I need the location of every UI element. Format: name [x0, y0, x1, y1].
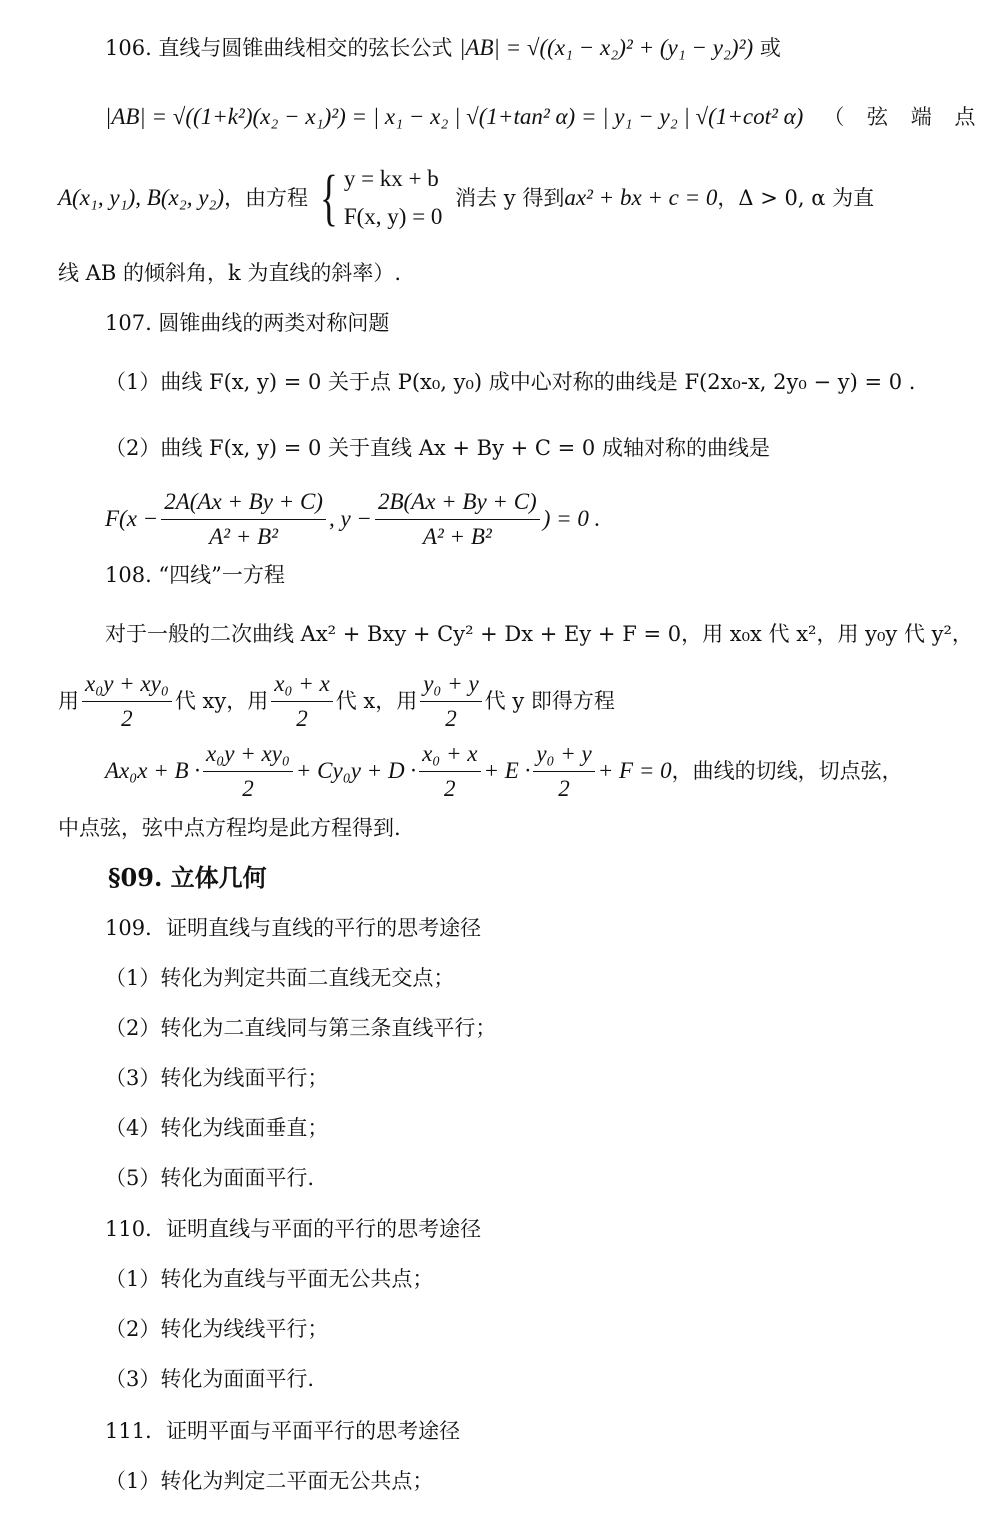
- numerator: 2A(Ax + By + C): [161, 485, 326, 520]
- or-text: 或: [759, 36, 781, 60]
- denominator: 2: [558, 775, 570, 801]
- item-106-heading: [105, 33, 781, 63]
- chord-length-formula: |AB| = √((x₁ − x₂)² + (y₁ − y₂)²): [459, 35, 754, 60]
- text: ，曲线的切线，切点弦，: [671, 759, 903, 783]
- denominator: A² + B²: [422, 523, 492, 549]
- fraction: [82, 667, 172, 736]
- item-108-title: 108. “四线”一方程: [105, 563, 285, 587]
- item-109-title: 109．证明直线与直线的平行的思考途径: [105, 916, 482, 940]
- denominator: 2: [121, 705, 133, 731]
- paren-text: （ 弦 端 点: [823, 105, 984, 129]
- numerator: x₀ + x: [419, 737, 480, 772]
- text: 代 y 即得方程: [484, 689, 615, 713]
- list-item: （3）转化为线面平行；: [105, 1066, 329, 1090]
- condition-text: ，Δ > 0, α 为直: [717, 186, 875, 210]
- numerator: x₀ + x: [271, 667, 332, 702]
- formula-part: ) = 0 .: [542, 506, 601, 531]
- brace-icon: {: [320, 164, 338, 232]
- item-108-line2: [58, 668, 615, 734]
- denominator: 2: [445, 705, 457, 731]
- numerator: x₀y + xy₀: [203, 737, 293, 772]
- equation-system: [314, 160, 442, 236]
- item-108-line1: 对于一般的二次曲线 Ax² + Bxy + Cy² + Dx + Ey + F = 0，用 x₀x 代 x²，用 y₀y 代 y²，: [105, 622, 973, 646]
- item-106-title: 106. 直线与圆锥曲线相交的弦长公式: [105, 36, 453, 60]
- text: 代 x，用: [335, 689, 418, 713]
- fraction: [203, 737, 293, 806]
- item-106-end: 线 AB 的倾斜角，k 为直线的斜率）.: [58, 261, 402, 285]
- chord-length-formula-2: |AB| = √((1+k²)(x₂ − x₁)²) = | x₁ − x₂ | √(1+tan² α) = | y₁ − y₂ | √(1+cot² α): [105, 104, 804, 129]
- list-item: （5）转化为面面平行.: [105, 1166, 315, 1190]
- formula-part: , y −: [328, 506, 372, 531]
- item-111-title: 111．证明平面与平面平行的思考途径: [105, 1419, 461, 1443]
- section-heading: §09. 立体几何: [108, 863, 267, 892]
- formula-part: Ax₀x + B ·: [105, 758, 201, 783]
- list-item: （3）转化为面面平行.: [105, 1367, 315, 1391]
- list-item: （1）转化为直线与平面无公共点；: [105, 1267, 434, 1291]
- formula-part: + Cy₀y + D ·: [295, 758, 417, 783]
- by-equation-text: ，由方程: [224, 186, 309, 210]
- item-110-title: 110．证明直线与平面的平行的思考途径: [105, 1217, 482, 1241]
- quadratic: ax² + bx + c = 0: [564, 185, 718, 210]
- list-item: （1）转化为判定共面二直线无交点；: [105, 966, 455, 990]
- four-line-equation: [105, 738, 903, 804]
- numerator: x₀y + xy₀: [82, 667, 172, 702]
- item-107-2: （2）曲线 F(x, y) = 0 关于直线 Ax + By + C = 0 成轴对称的曲线是: [105, 436, 770, 460]
- list-item: （4）转化为线面垂直；: [105, 1116, 329, 1140]
- fraction: [420, 667, 481, 736]
- formula-part: F(x −: [105, 506, 159, 531]
- axial-symmetry-formula: [105, 485, 600, 553]
- numerator: 2B(Ax + By + C): [375, 485, 540, 520]
- denominator: A² + B²: [209, 523, 279, 549]
- denominator: 2: [444, 775, 456, 801]
- item-107-1: （1）曲线 F(x, y) = 0 关于点 P(x₀, y₀) 成中心对称的曲线是 F(2x₀-x, 2y₀ − y) = 0 .: [105, 370, 916, 394]
- item-107-title: 107. 圆锥曲线的两类对称问题: [105, 311, 390, 335]
- eliminate-text: 消去 y 得到: [455, 186, 565, 210]
- denominator: 2: [242, 775, 254, 801]
- text: 代 xy，用: [174, 689, 269, 713]
- fraction: [375, 485, 540, 554]
- formula-part: + F = 0: [597, 758, 672, 783]
- fraction: [533, 737, 594, 806]
- formula-part: + E ·: [483, 758, 531, 783]
- numerator: y₀ + y: [533, 737, 594, 772]
- text: 用: [58, 689, 79, 713]
- system-line: [58, 160, 874, 236]
- eq-curve: F(x, y) = 0: [343, 204, 443, 229]
- fraction: [161, 485, 326, 554]
- denominator: 2: [296, 705, 308, 731]
- eq-line: y = kx + b: [343, 166, 439, 191]
- list-item: （1）转化为判定二平面无公共点；: [105, 1469, 434, 1493]
- item-108-last: 中点弦，弦中点方程均是此方程得到.: [58, 816, 401, 840]
- numerator: y₀ + y: [420, 667, 481, 702]
- endpoints: A(x₁, y₁), B(x₂, y₂): [58, 185, 225, 210]
- chord-length-formula-2-line: [105, 102, 983, 132]
- fraction: [419, 737, 480, 806]
- list-item: （2）转化为线线平行；: [105, 1317, 329, 1341]
- list-item: （2）转化为二直线同与第三条直线平行；: [105, 1016, 497, 1040]
- fraction: [271, 667, 332, 736]
